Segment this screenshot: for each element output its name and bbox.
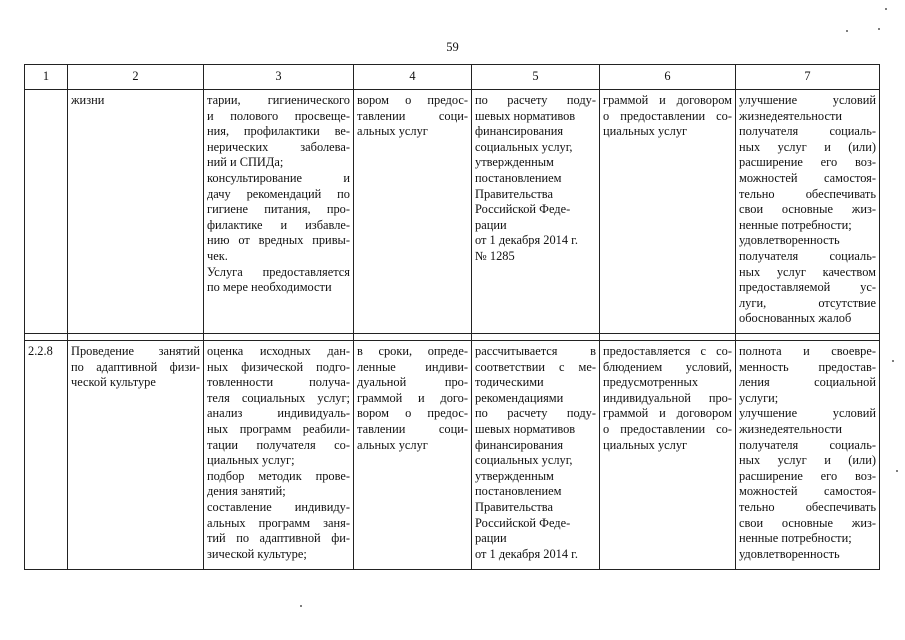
text-line: дачу рекомендаций по [207,186,350,201]
text-line: Российской Феде- [475,515,571,530]
text-line: теля социальных услуг; [207,390,350,405]
text-line: оценка исходных дан- [207,344,350,358]
text-line: предоставляемой ус- [739,280,876,295]
text-line: циальных услуг [603,437,688,452]
text-line: жизни [71,93,105,107]
table-spacer-row [25,334,880,341]
text-line: удовлетворенность [739,546,840,561]
text-line: от 1 декабря 2014 г. [475,233,578,248]
text-line: дения занятий; [207,484,286,499]
text-line: жизнедеятельности [739,108,842,123]
text-line: Проведение занятий [71,344,200,358]
row-number-cell: 2.2.8 [25,341,68,570]
spacer-cell [354,334,472,341]
service-content-cell [204,90,354,334]
text-line: ных услуг и (или) [739,453,876,468]
text-line: тавлении соци- [357,108,468,123]
service-tariff-cell [472,341,600,570]
column-header-6: 6 [600,65,736,90]
text-line: шевых нормативов [475,421,576,436]
column-header-3: 3 [204,65,354,90]
text-line: ления социальной [739,375,876,390]
text-line: расширение его воз- [739,155,876,170]
service-conditions-cell [600,341,736,570]
page-number: 59 [446,40,459,54]
text-line: можностей самостоя- [739,484,876,499]
text-line: тельно обеспечивать [739,499,876,514]
text-line: альных услуг [357,437,428,452]
scan-speck [878,28,880,30]
service-terms-cell [354,341,472,570]
spacer-cell [25,334,68,341]
text-line: граммой и дого- [357,390,468,405]
text-line: граммой и договором [603,93,732,107]
text-line: товленности получа- [207,375,350,390]
text-line: шевых нормативов [475,108,576,123]
text-line: предоставляется с со- [603,344,732,358]
text-line: нию от вредных привы- [207,233,350,248]
text-line: дуальной про- [357,375,468,390]
text-line: луги, отсутствие [739,295,876,310]
text-line: чек. [207,248,228,263]
scan-speck [892,360,894,362]
text-line: получателя социаль- [739,437,876,452]
text-line: рации [475,217,507,232]
table-row [25,341,880,570]
text-line: свои основные жиз- [739,202,876,217]
service-content-cell [204,341,354,570]
service-results-cell [736,90,880,334]
text-line: вором о предос- [357,93,468,107]
text-line: удовлетворенность [739,233,840,248]
text-line: тодическими [475,375,544,390]
text-line: тарии, гигиенического [207,93,350,107]
text-line: ных физической подго- [207,359,350,374]
text-line: тавлении соци- [357,421,468,436]
text-line: ленные индиви- [357,359,468,374]
text-line: утвержденным [475,468,554,483]
service-terms-cell [354,90,472,334]
text-line: социальных услуг, [475,139,573,154]
text-line: гигиене питания, про- [207,202,350,217]
column-header-7: 7 [736,65,880,90]
text-line: о предоставлении со- [603,421,732,436]
services-table [24,64,880,570]
text-line: по расчету поду- [475,406,596,421]
text-line: зической культуре; [207,546,307,561]
text-line: по адаптивной физи- [71,359,200,374]
text-line: ных услуг и (или) [739,139,876,154]
text-line: по мере необходимости [207,280,332,295]
spacer-cell [472,334,600,341]
text-line: ний и СПИДа; [207,155,284,170]
text-line: Правительства [475,499,553,514]
service-tariff-cell [472,90,600,334]
column-header-2: 2 [68,65,204,90]
text-line: рации [475,531,507,546]
text-line: рассчитывается в [475,344,596,358]
spacer-cell [68,334,204,341]
text-line: от 1 декабря 2014 г. [475,546,578,561]
text-line: филактике и избавле- [207,217,350,232]
text-line: постановлением [475,484,562,499]
text-line: альных программ заня- [207,515,350,530]
row-number-cell [25,90,68,334]
spacer-cell [600,334,736,341]
text-line: ных программ реабили- [207,421,350,436]
text-line: финансирования [475,437,564,452]
text-line: граммой и договором [603,406,732,421]
text-line: консультирование и [207,170,350,185]
text-line: улучшение условий [739,406,876,421]
service-conditions-cell [600,90,736,334]
text-line: ния, профилактики ве- [207,124,350,139]
text-line: предусмотренных [603,375,699,390]
text-line: менность предостав- [739,359,876,374]
service-name-cell [68,90,204,334]
text-line: обоснованных жалоб [739,311,852,326]
text-line: блюдением условий, [603,359,732,374]
text-line: анализ индивидуаль- [207,406,350,421]
scan-speck [885,8,887,10]
text-line: подбор методик прове- [207,468,350,483]
spacer-cell [204,334,354,341]
text-line: ческой культуре [71,375,156,390]
text-line: ных услуг качеством [739,264,876,279]
scan-speck [300,605,302,607]
text-line: соответствии с ме- [475,359,596,374]
text-line: услуги; [739,390,779,405]
text-line: Услуга предоставляется [207,264,350,279]
text-line: индивидуальной про- [603,390,732,405]
text-line: получателя социаль- [739,124,876,139]
service-results-cell [736,341,880,570]
text-line: постановлением [475,170,562,185]
text-line: № 1285 [475,248,515,263]
spacer-cell [736,334,880,341]
text-line: и полового просвеще- [207,108,350,123]
text-line: циальных услуг; [207,453,295,468]
text-line: свои основные жиз- [739,515,876,530]
text-line: нерических заболева- [207,139,350,154]
text-line: циальных услуг [603,124,688,139]
text-line: жизнедеятельности [739,421,842,436]
text-line: о предоставлении со- [603,108,732,123]
table-row [25,90,880,334]
text-line: улучшение условий [739,93,876,107]
text-line: расширение его воз- [739,468,876,483]
header-row [25,65,880,90]
text-line: рекомендациями [475,390,564,405]
text-line: составление индивиду- [207,499,350,514]
column-header-5: 5 [472,65,600,90]
scan-speck [896,470,898,472]
text-line: Российской Феде- [475,202,571,217]
text-line: альных услуг [357,124,428,139]
text-line: в сроки, опреде- [357,344,468,358]
text-line: тий по адаптивной фи- [207,531,350,546]
text-line: утвержденным [475,155,554,170]
text-line: полнота и своевре- [739,344,876,358]
column-header-4: 4 [354,65,472,90]
text-line: ненные потребности; [739,531,852,546]
text-line: тации получателя со- [207,437,350,452]
text-line: финансирования [475,124,564,139]
column-header-1: 1 [25,65,68,90]
text-line: Правительства [475,186,553,201]
text-line: социальных услуг, [475,453,573,468]
text-line: тельно обеспечивать [739,186,876,201]
text-line: по расчету поду- [475,93,596,107]
text-line: вором о предос- [357,406,468,421]
text-line: ненные потребности; [739,217,852,232]
text-line: получателя социаль- [739,248,876,263]
text-line: можностей самостоя- [739,170,876,185]
scan-speck [846,30,848,32]
service-name-cell [68,341,204,570]
